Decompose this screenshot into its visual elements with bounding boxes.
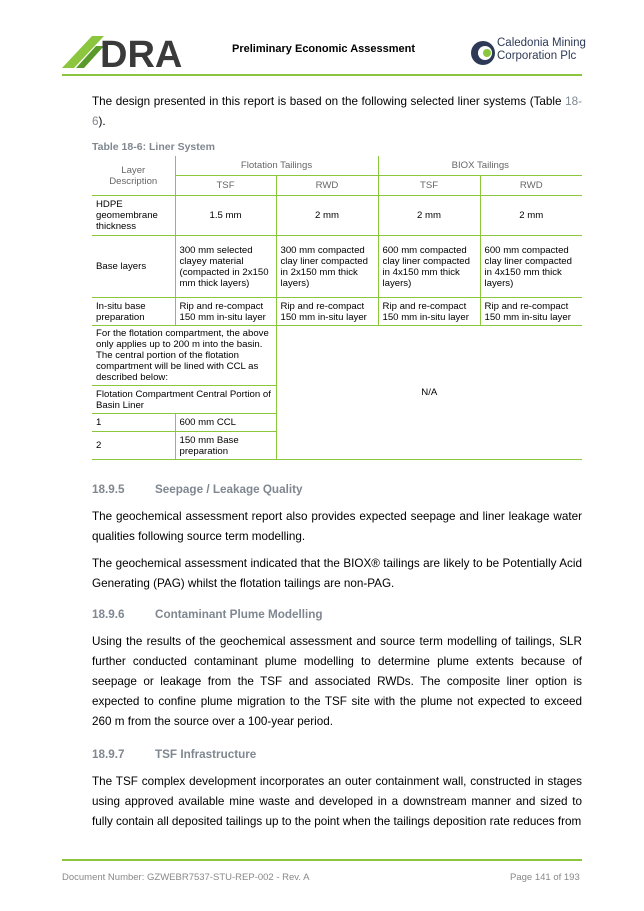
section-heading: 18.9.6 Contaminant Plume Modelling (92, 608, 323, 621)
table-row: In-situ base preparation Rip and re-compact 150 mm in-situ layer Rip and re-compact 150 mm in-situ layer Rip and re-compact 150 mm in-situ layer Rip and re-compact 150 mm in-situ layer (92, 298, 582, 326)
flotation-note: For the flotation compartment, the above only applies up to 200 m into the basin. The central portion of the flotation compartment will be lined with CCL as described below: (92, 326, 276, 386)
company-name: Caledonia Mining Corporation Plc (497, 37, 586, 62)
header-flotation-tailings: Flotation Tailings (175, 156, 378, 176)
page-header (0, 0, 644, 80)
table-reference-link[interactable]: 18-6 (92, 95, 582, 128)
table-row (92, 326, 582, 386)
svg-text:DRA: DRA (100, 34, 183, 70)
document-number: Document Number: GZWEBR7537-STU-REP-002 - Rev. A (62, 872, 310, 883)
table-row: HDPE geomembrane thickness 1.5 mm 2 mm 2 mm 2 mm (92, 196, 582, 236)
header-biox-tailings: BIOX Tailings (378, 156, 582, 176)
section-heading: 18.9.7 TSF Infrastructure (92, 748, 257, 761)
table-row: Base layers 300 mm selected clayey material (compacted in 2x150 mm thick layers) 300 mm compacted clay liner compacted in 2x150 mm thick layers) 600 mm compacted clay liner compacted in 4x150 mm thick layers) 600 mm compacted clay liner compacted in 4x150 mm thick layers) (92, 236, 582, 298)
table-row: 1 600 mm CCL (92, 414, 582, 432)
intro-paragraph: The design presented in this report is based on the following selected liner systems (Table 18-6). (92, 95, 582, 128)
liner-system-table (92, 156, 582, 460)
table-row: 2 150 mm Base preparation (92, 432, 582, 460)
header-tsf: TSF (378, 176, 480, 196)
page-number: Page 141 of 193 (510, 872, 580, 883)
header-layer-description: Layer Description (92, 156, 175, 196)
paragraph: Using the results of the geochemical assessment and source term modelling of tailings, SLR further conducted contaminant plume modelling to determine plume extents because of seepage or leakage from the TSF and associated RWDs. The composite liner option is expected to confine plume migration to the TSF site with the plume not expected to exceed 260 m from the source over a 100-year period. (92, 635, 582, 728)
dra-logo (62, 34, 198, 70)
paragraph: The geochemical assessment indicated that the BIOX® tailings are likely to be Potentially Acid Generating (PAG) whilst the flotation tailings are non-PAG. (92, 557, 582, 590)
header-rwd: RWD (480, 176, 582, 196)
document-title: Preliminary Economic Assessment (232, 43, 416, 55)
central-portion-heading: Flotation Compartment Central Portion of Basin Liner (92, 386, 276, 414)
not-applicable-cell: N/A (276, 326, 582, 460)
section-heading: 18.9.5 Seepage / Leakage Quality (92, 483, 303, 496)
table-caption: Table 18-6: Liner System (92, 141, 215, 153)
header-rule (62, 74, 582, 76)
paragraph: The TSF complex development incorporates an outer containment wall, constructed in stages using approved available mine waste and developed in a downstream manner and sized to fully contain all deposited tailings up to the point when the tailings deposition rate reduces from (92, 775, 582, 828)
footer-rule (62, 859, 582, 861)
paragraph: The geochemical assessment report also provides expected seepage and liner leakage water qualities following source term modelling. (92, 510, 582, 543)
header-rwd: RWD (276, 176, 378, 196)
caledonia-logo-icon (470, 40, 496, 66)
header-tsf: TSF (175, 176, 276, 196)
